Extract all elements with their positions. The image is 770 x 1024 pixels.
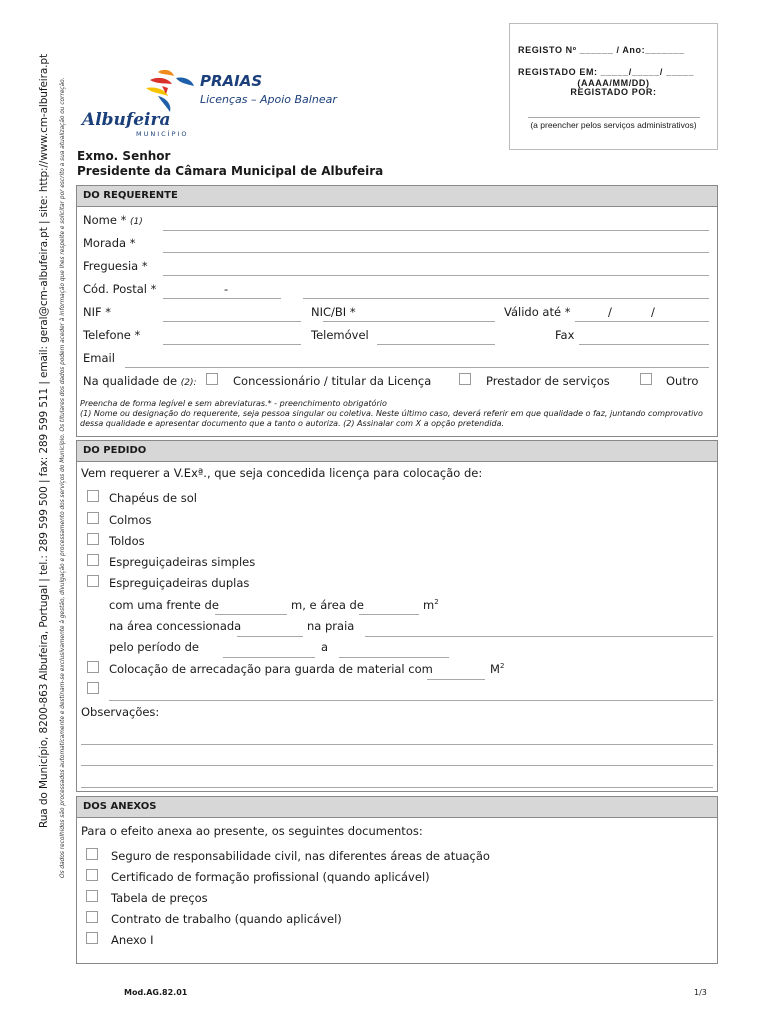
colmos-checkbox[interactable] xyxy=(87,512,99,524)
telemovel-field[interactable] xyxy=(377,344,495,345)
seguro-checkbox[interactable] xyxy=(86,848,98,860)
certificado-checkbox[interactable] xyxy=(86,869,98,881)
pedido-item-0: Chapéus de sol xyxy=(109,491,197,505)
concessionario-checkbox[interactable] xyxy=(206,373,218,385)
freguesia-field[interactable] xyxy=(163,275,709,276)
m2-label: $m^2$ xyxy=(423,598,439,612)
frente-field[interactable] xyxy=(215,614,287,615)
anexo-item-3: Contrato de trabalho (quando aplicável) xyxy=(111,912,342,926)
requerente-section xyxy=(76,185,718,437)
observacoes-line-3[interactable] xyxy=(81,787,713,788)
valido-slash-2: / xyxy=(651,305,655,319)
nome-field[interactable] xyxy=(163,230,709,231)
addressee-line2: Presidente da Câmara Municipal de Albufeira xyxy=(77,164,384,178)
cod-postal-label: Cód. Postal * xyxy=(83,282,157,296)
nif-field[interactable] xyxy=(163,321,301,322)
requerente-heading: DO REQUERENTE xyxy=(77,186,717,207)
area-label: m, e área de xyxy=(291,598,364,612)
telefone-field[interactable] xyxy=(163,344,301,345)
nic-label: NIC/BI * xyxy=(311,305,356,319)
morada-field[interactable] xyxy=(163,252,709,253)
arrecadacao-field[interactable] xyxy=(427,679,485,680)
admin-note: (a preencher pelos serviços administrativos) xyxy=(530,120,697,130)
email-field[interactable] xyxy=(125,367,709,368)
anexos-section xyxy=(76,796,718,964)
toldos-checkbox[interactable] xyxy=(87,533,99,545)
anexo-i-checkbox[interactable] xyxy=(86,932,98,944)
pedido-item-4: Espreguiçadeiras duplas xyxy=(109,576,250,590)
anexo-item-1: Certificado de formação profissional (quando aplicável) xyxy=(111,870,430,884)
cod-postal-dash: - xyxy=(224,282,229,296)
addressee-line1: Exmo. Senhor xyxy=(77,149,171,163)
valido-field[interactable] xyxy=(575,321,709,322)
pedido-intro: Vem requerer a V.Exª., que seja concedida licença para colocação de: xyxy=(81,466,483,480)
espreguicadeiras-duplas-checkbox[interactable] xyxy=(87,575,99,587)
fax-label: Fax xyxy=(555,328,575,342)
albufeira-emblem-icon xyxy=(128,66,198,116)
telefone-label: Telefone * xyxy=(83,328,141,342)
espreguicadeiras-simples-checkbox[interactable] xyxy=(87,554,99,566)
anexo-item-2: Tabela de preços xyxy=(111,891,208,905)
registado-por-line[interactable] xyxy=(528,117,700,118)
anexo-item-4: Anexo I xyxy=(111,933,154,947)
concessionario-label: Concessionário / titular da Licença xyxy=(233,374,432,388)
chapeus-checkbox[interactable] xyxy=(87,490,99,502)
praia-label: na praia xyxy=(307,619,355,633)
cod-postal-field[interactable] xyxy=(163,298,281,299)
requerente-note-1: Preencha de forma legível e sem abreviaturas.* - preenchimento obrigatório xyxy=(80,399,387,408)
M2-label: $M^2$ xyxy=(490,662,505,676)
telemovel-label: Telemóvel xyxy=(311,328,369,342)
area-field[interactable] xyxy=(359,614,419,615)
outro-pedido-field[interactable] xyxy=(109,700,713,701)
registado-em: REGISTADO EM: _____/_____/ _____ xyxy=(518,67,695,77)
page-title: PRAIAS xyxy=(200,72,263,90)
registration-box xyxy=(509,23,718,150)
sidebar-privacy-note: Os dados recolhidos são processados automaticamente e destinam-se exclusivamente à gestão, divulgação e processamento dos serviços do Município. Os titulares dos dados podem aceder à informação que lhes respeite e solicitar por escrito a sua atualização ou correção. xyxy=(60,77,66,878)
footer-page: 1/3 xyxy=(694,988,707,997)
area-concessionada-label: na área concessionada xyxy=(109,619,242,633)
fax-field[interactable] xyxy=(579,344,709,345)
nome-label: Nome * (1) xyxy=(83,213,143,227)
tabela-precos-checkbox[interactable] xyxy=(86,890,98,902)
registado-por: REGISTADO POR: xyxy=(570,87,657,97)
anexo-item-0: Seguro de responsabilidade civil, nas diferentes áreas de atuação xyxy=(111,849,490,863)
valido-slash-1: / xyxy=(608,305,612,319)
pedido-item-1: Colmos xyxy=(109,513,152,527)
email-label: Email xyxy=(83,351,115,365)
periodo-label: pelo período de xyxy=(109,640,199,654)
periodo-fim-field[interactable] xyxy=(339,657,449,658)
municipality-logo xyxy=(80,66,200,140)
morada-label: Morada * xyxy=(83,236,136,250)
outro-label: Outro xyxy=(666,374,699,388)
page-subtitle: Licenças – Apoio Balnear xyxy=(200,93,337,106)
observacoes-line-2[interactable] xyxy=(81,765,713,766)
pedido-item-2: Toldos xyxy=(109,534,145,548)
frente-label: com uma frente de xyxy=(109,598,219,612)
anexos-intro: Para o efeito anexa ao presente, os seguintes documentos: xyxy=(81,824,423,838)
periodo-inicio-field[interactable] xyxy=(223,657,315,658)
valido-label: Válido até * xyxy=(504,305,571,319)
logo-name: Albufeira xyxy=(82,110,171,130)
periodo-a-label: a xyxy=(321,640,329,654)
requerente-note-3: dessa qualidade e apresentar documento que a tanto o autoriza. (2) Assinalar com X a opção pretendida. xyxy=(80,419,505,428)
praia-field[interactable] xyxy=(365,636,713,637)
date-format: (AAAA/MM/DD) xyxy=(577,78,650,88)
prestador-label: Prestador de serviços xyxy=(486,374,610,388)
registo-number: REGISTO Nº ______ / Ano:_______ xyxy=(518,45,685,55)
pedido-heading: DO PEDIDO xyxy=(77,441,717,462)
sidebar-address: Rua do Município, 8200-863 Albufeira, Portugal | tel.: 289 599 500 | fax: 289 599 511 | email: geral@cm-albufeira.pt | site: http://www.cm-albufeira.pt xyxy=(38,54,50,828)
anexos-heading: DOS ANEXOS xyxy=(77,797,717,818)
requerente-note-2: (1) Nome ou designação do requerente, seja pessoa singular ou coletiva. Neste último caso, deverá referir em que qualidade o faz, juntando comprovativo xyxy=(80,409,703,418)
localidade-field[interactable] xyxy=(303,298,709,299)
contrato-checkbox[interactable] xyxy=(86,911,98,923)
observacoes-line-1[interactable] xyxy=(81,744,713,745)
outro-pedido-checkbox[interactable] xyxy=(87,682,99,694)
prestador-checkbox[interactable] xyxy=(459,373,471,385)
qualidade-label: Na qualidade de (2): xyxy=(83,374,197,388)
arrecadacao-label: Colocação de arrecadação para guarda de material com xyxy=(109,662,433,676)
observacoes-label: Observações: xyxy=(81,705,160,719)
freguesia-label: Freguesia * xyxy=(83,259,148,273)
nif-label: NIF * xyxy=(83,305,112,319)
pedido-section xyxy=(76,440,718,792)
area-concessionada-field[interactable] xyxy=(237,636,303,637)
nic-field[interactable] xyxy=(323,321,495,322)
logo-subtitle: MUNICÍPIO xyxy=(136,130,189,138)
arrecadacao-checkbox[interactable] xyxy=(87,661,99,673)
outro-checkbox[interactable] xyxy=(640,373,652,385)
pedido-item-3: Espreguiçadeiras simples xyxy=(109,555,256,569)
footer-model: Mod.AG.82.01 xyxy=(124,988,188,997)
